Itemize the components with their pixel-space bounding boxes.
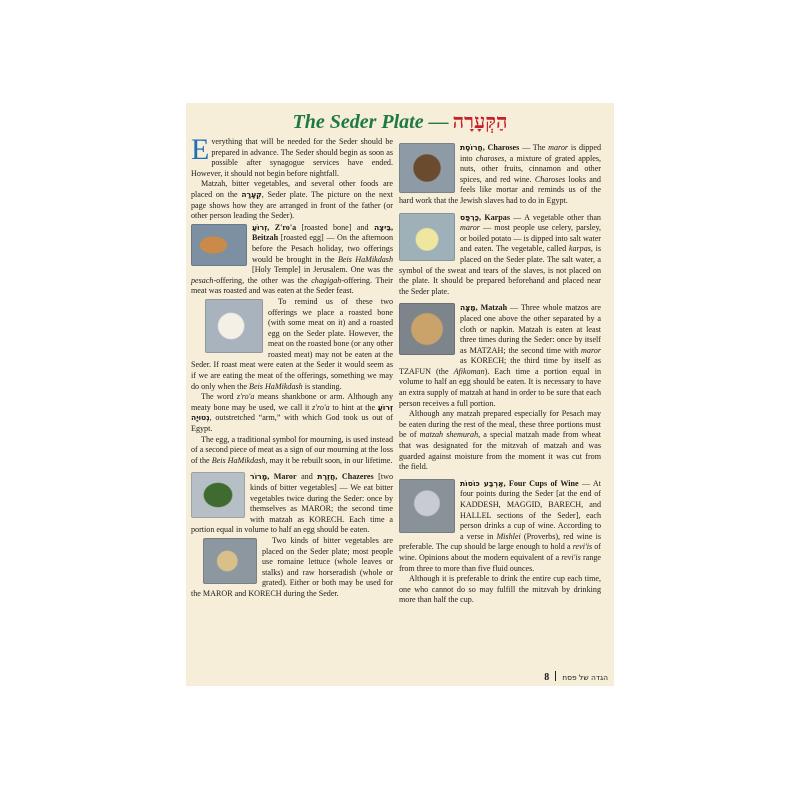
- zroa-paragraph-2: To remind us of these two offerings we place a roasted bone (with some meat on it) and a roasted egg on the Seder plate. However, the meat on the roasted bone (or any other roasted meat) may not be eaten at the Seder. If roast meat were eaten at the Seder it would seem as if we are eating the meat of the offerings, something we may do only when the Beis HaMikdash is standing.: [191, 296, 393, 391]
- matzah-paragraph-2: Although any matzah prepared especially for Pesach may be eaten during the rest of the meal, these three portions must be of matzah shemurah, a special matzah made from wheat that was designated for the mitzvah of matzah and was guarded against moisture from the moment it was cut from the field.: [399, 409, 601, 472]
- wine-paragraph-2: Although it is preferable to drink the entire cup each time, one who cannot do so may fulfill the mitzvah by drinking more than half the cup.: [399, 574, 601, 605]
- footer-book-title: הגדה של פסח: [562, 673, 608, 682]
- zroa-paragraph-3: The word z'ro'a means shankbone or arm. Although any meaty bone may be used, we call it z'ro'a to hint at the זְרוֹעַ נְטוּיָה, outstretched “arm,” with which God took us out of Egypt.: [191, 392, 393, 434]
- intro-paragraph-2: Matzah, bitter vegetables, and several other foods are placed on the קְעָרָה, Seder plate. The picture on the next page shows how they are arranged in front of the father (or other person leading the Seder).: [191, 179, 393, 221]
- right-column: [399, 137, 601, 606]
- footer-divider: [555, 671, 556, 681]
- intro-paragraph: Everything that will be needed for the Seder should be prepared in advance. The Seder should begin as soon as possible after synagogue services have ended. However, it should not begin before nightfall.: [191, 133, 393, 178]
- page-number: 8: [544, 672, 550, 683]
- karpas-section: כַּרְפַּס, Karpas — A vegetable other than maror — most people use celery, parsley, or boiled potato — is dipped into salt water and eaten. The vegetable, called karpas, is placed on the Seder plate. The salt water, a symbol of the sweat and tears of the slaves, is not placed on the plate. It should be prepared beforehand and placed near the Seder plate.: [399, 212, 601, 296]
- roasted-bone-photo: [191, 224, 247, 266]
- matzah-section: מַצָּה, Matzah — Three whole matzos are placed one above the other separated by a cloth or napkin. Matzah is eaten at least three times during the Seder: once by itself as MATZAH; the second time with maror as KORECH; the third time by itself as TZAFUN (the Afikoman). Each time a portion equal in volume to half an egg should be eaten. It is necessary to have an extra supply of matzah at hand in order to be sure that each person receives a full portion.: [399, 303, 601, 408]
- zroa-section: זְרוֹעַ, Z'ro'a [roasted bone] and בֵּיצָה, Beitzah [roasted egg] — On the afternoon before the Pesach holiday, two offerings would be brought in the Beis HaMikdash [Holy Temple] in Jerusalem. One was the pesach-offering, the other was the chagigah-offering. Their meat was roasted and was eaten at the Seder feast.: [191, 222, 394, 296]
- page-title-hebrew: הַקְּעָרָה: [452, 111, 508, 133]
- left-column: [191, 133, 394, 600]
- karpas-photo: [399, 213, 455, 261]
- drop-cap: E: [191, 133, 210, 166]
- charoses-section: חֲרוֹסֶת, Charoses — The maror is dipped into charoses, a mixture of grated apples, nuts, other fruits, cinnamon and other spices, and red wine. Charoses looks and feels like mortar and reminds us of the hard work that the Jewish slaves had to do in Egypt.: [399, 143, 601, 205]
- wine-cup-photo: [399, 479, 455, 533]
- maror-section: מָרוֹר, Maror and חֲזֶרֶת, Chazeres [two kinds of bitter vegetables] — We eat bitter vegetables twice during the Seder: once by themselves as MAROR; the second time with matzah as KORECH. Each time a portion equal in volume to half an egg should be eaten.: [191, 472, 393, 535]
- romaine-lettuce-photo: [191, 472, 245, 518]
- matzah-photo: [399, 303, 455, 355]
- maror-paragraph-2: Two kinds of bitter vegetables are placed on the Seder plate; most people use romaine lettuce (whole leaves or stalks) and raw horseradish (whole or grated). Either or both may be used for the MAROR and KORECH during the Seder.: [191, 535, 393, 598]
- page-title-english: The Seder Plate —: [292, 111, 449, 133]
- charoses-photo: [399, 143, 455, 193]
- wine-section: אַרְבַּע כּוֹסוֹת, Four Cups of Wine — At four points during the Seder [at the end of KADDESH, MAGGID, BARECH, and HALLEL sections of the Seder], each person drinks a cup of wine. According to a verse in Mishlei (Proverbs), red wine is preferable. The cup should be large enough to hold a revi'is of wine. Opinions about the modern equivalent of a revi'is range from three to more than five fluid ounces.: [399, 478, 602, 573]
- page-title: [186, 109, 614, 135]
- roasted-egg-photo: [205, 299, 263, 353]
- horseradish-photo: [203, 538, 257, 584]
- document-page: [186, 103, 614, 686]
- zroa-paragraph-4: The egg, a traditional symbol for mourning, is used instead of a second piece of meat as a sign of our mourning at the loss of the Beis HaMikdash, may it be rebuilt soon, in our lifetime.: [191, 434, 393, 465]
- page-footer: [544, 671, 608, 684]
